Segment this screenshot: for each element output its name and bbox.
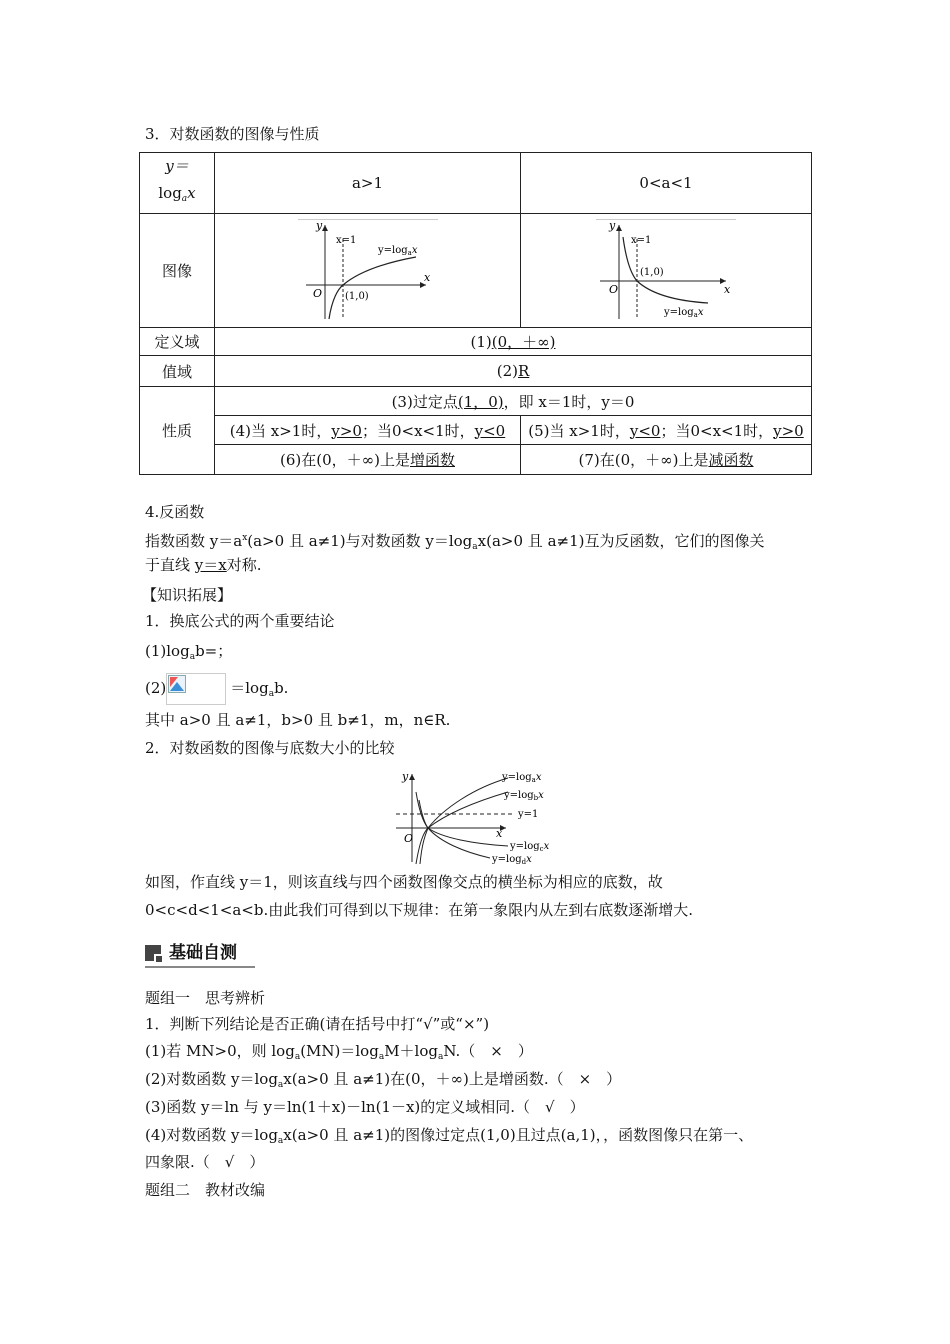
range-value: R <box>517 362 530 380</box>
range-cell: (2)R <box>215 356 812 387</box>
log-function-table <box>139 152 812 475</box>
graph2-curve-label: $y=\log_ax$ <box>664 306 704 319</box>
fig-origin: O <box>404 832 414 845</box>
self-test-header <box>145 942 255 968</box>
self-test-title: 基础自测 <box>169 943 237 963</box>
row-label-graph: 图像 <box>140 214 215 328</box>
graph2-origin: O <box>609 282 619 296</box>
ext-condition: 其中 a>0 且 a≠1，b>0 且 b≠1，m，n∈R. <box>145 711 451 729</box>
graph1-origin: O <box>312 286 322 300</box>
symmetry-line: y＝x <box>194 556 227 574</box>
graph1-asymptote-label: x=1 <box>335 234 356 246</box>
ext-formula2: (2) $=\log_ab$. <box>145 673 288 705</box>
graph1-point-label: (1,0) <box>344 290 369 302</box>
statement3: (3)函数 y＝ln 与 y＝ln(1＋x)－ln(1－x)的定义域相同.（ √ ） <box>145 1098 585 1116</box>
fig-line-label: y=1 <box>518 809 539 820</box>
ext-para-line2: 0<c<d<1<a<b.由此我们可得到以下规律：在第一象限内从左到右底数逐渐增大. <box>145 901 694 919</box>
fig-curve-b-label: $y=\log_bx$ <box>504 790 544 802</box>
domain-cell: (1)(0，＋∞) <box>215 328 812 356</box>
knowledge-ext-heading: 【知识拓展】 <box>142 586 233 604</box>
domain-value: (0，＋∞) <box>491 333 556 351</box>
fig-curve-d-label: $y=\log_dx$ <box>492 854 532 866</box>
row-label-domain: 定义域 <box>140 328 215 356</box>
graph-cell-increasing <box>215 214 521 328</box>
row-label-range: 值域 <box>140 356 215 387</box>
graph-decreasing <box>596 219 736 323</box>
group2-title: 题组二 教材改编 <box>145 1181 266 1199</box>
section4-para-line1: 指数函数 $y=a^x(a>0$ 且 a≠1)与对数函数 $y=\log_ax(a>0$ 且 a≠1)互为反函数，它们的图像关 <box>145 532 765 552</box>
ext-item2: 2．对数函数的图像与底数大小的比较 <box>145 739 395 757</box>
prop6-cell: (6)在(0，＋∞)上是增函数 <box>215 445 521 475</box>
graph-cell-decreasing <box>521 214 812 328</box>
fig-y-label: y <box>402 770 409 783</box>
section4-heading: 4.反函数 <box>145 503 205 521</box>
prop4-cell: (4)当 x>1时，y>0；当0<x<1时，y<0 <box>215 416 521 445</box>
graph1-y-label: y <box>315 218 322 232</box>
table-corner-cell <box>140 153 215 214</box>
fig-x-label: x <box>496 827 503 840</box>
statement1: (1)若 MN>0，则 $\log_a(MN)=\log_aM+\log_aN$.（ × ） <box>145 1042 533 1062</box>
graph1-x-label: x <box>423 270 430 284</box>
prop7-cell: (7)在(0，＋∞)上是减函数 <box>521 445 812 475</box>
statement4-cont: 四象限.（ √ ） <box>145 1153 265 1171</box>
statement4: (4)对数函数 $y=\log_ax(a>0$ 且 a≠1)的图像过定点(1,0)且过点(a,1)，，函数图像只在第一、 <box>145 1126 754 1146</box>
graph1-curve-label: $y=\log_ax$ <box>377 244 417 257</box>
group1-title: 题组一 思考辨析 <box>145 989 266 1007</box>
ext-formula1: $(1)\log_ab=$； <box>145 642 233 662</box>
prop3-cell: (3)过定点(1，0)，即 x＝1时，y＝0 <box>215 387 812 416</box>
graph2-x-label: x <box>724 282 731 296</box>
corner-line2: $\log_ax$ <box>158 184 196 204</box>
broken-image-icon <box>168 675 186 693</box>
ext-para-line1: 如图，作直线 y＝1，则该直线与四个函数图像交点的横坐标为相应的底数，故 <box>145 873 663 891</box>
formula-image-placeholder <box>166 673 226 705</box>
col-header-a-gt-1: a>1 <box>215 153 521 214</box>
base-comparison-figure <box>394 770 562 866</box>
fig-curve-c-label: $y=\log_cx$ <box>510 841 550 853</box>
graph-increasing <box>298 219 438 323</box>
ext-item1: 1．换底公式的两个重要结论 <box>145 612 335 630</box>
section3-heading: 3．对数函数的图像与性质 <box>145 125 320 143</box>
graph2-asymptote-label: x=1 <box>631 234 652 246</box>
question1: 1．判断下列结论是否正确(请在括号中打“√”或“×”) <box>145 1015 490 1033</box>
col-header-a-lt-1: 0<a<1 <box>521 153 812 214</box>
graph2-y-label: y <box>609 218 616 232</box>
fixed-point: (1，0) <box>457 392 504 411</box>
graph2-point-label: (1,0) <box>640 266 664 278</box>
statement2: (2)对数函数 $y=\log_ax(a>0$ 且 a≠1)在(0，＋∞)上是增函数.（ × ） <box>145 1070 622 1090</box>
prop5-cell: (5)当 x>1时，y<0；当0<x<1时，y>0 <box>521 416 812 445</box>
row-label-properties: 性质 <box>140 387 215 475</box>
corner-line1: y＝ <box>165 157 189 175</box>
fig-curve-a-label: $y=\log_ax$ <box>502 772 542 784</box>
section4-para-line2: 于直线 y＝x对称. <box>145 556 262 574</box>
